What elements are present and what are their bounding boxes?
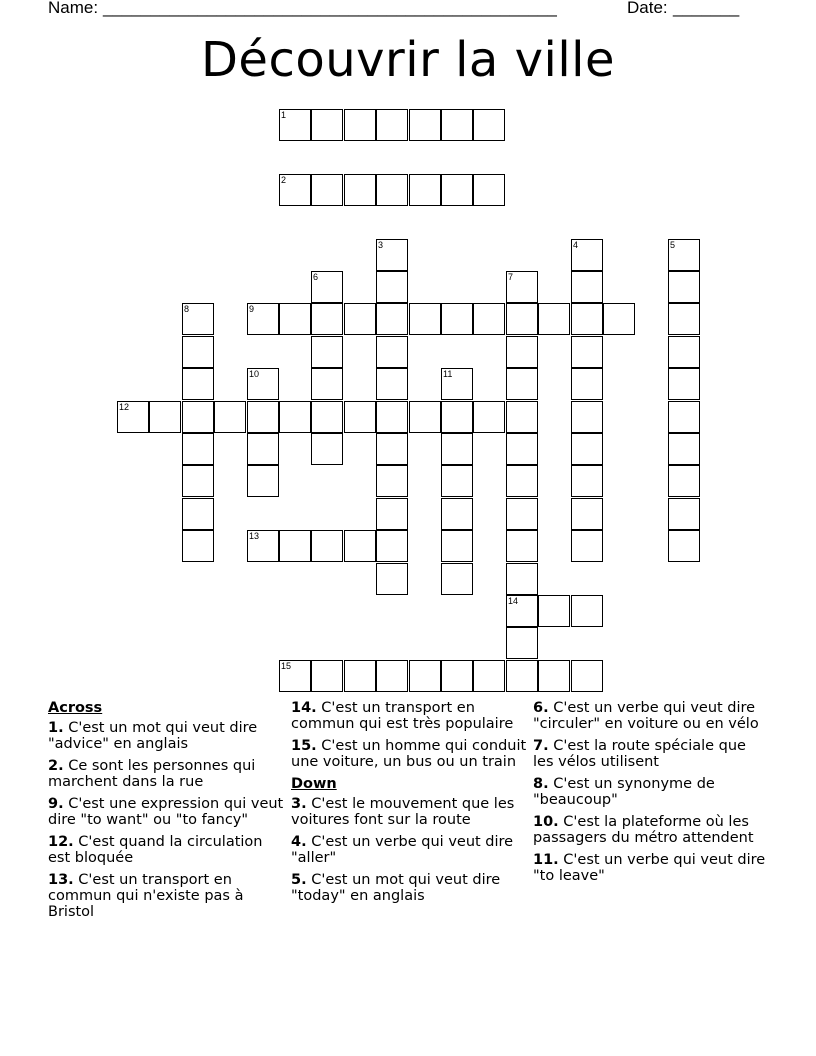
grid-cell[interactable]: [182, 433, 214, 465]
cell-number: 1: [281, 110, 287, 120]
cell-number: 3: [378, 240, 384, 250]
grid-cell[interactable]: [247, 368, 279, 400]
down-heading: Down: [291, 776, 337, 792]
grid-cell[interactable]: [376, 303, 408, 335]
grid-cell[interactable]: [344, 109, 376, 141]
grid-cell[interactable]: [182, 368, 214, 400]
grid-cell[interactable]: [409, 109, 441, 141]
grid-cell[interactable]: [344, 660, 376, 692]
grid-cell[interactable]: [441, 465, 473, 497]
grid-cell[interactable]: [441, 660, 473, 692]
grid-cell[interactable]: [376, 109, 408, 141]
grid-cell[interactable]: [344, 530, 376, 562]
grid-cell[interactable]: [149, 401, 181, 433]
grid-cell[interactable]: [182, 530, 214, 562]
grid-cell[interactable]: [473, 174, 505, 206]
clue-across-9: 9. C'est une expression qui veut dire "to want" ou "to fancy": [48, 796, 284, 828]
clue-down-8: 8. C'est un synonyme de "beaucoup": [533, 776, 715, 808]
grid-cell[interactable]: [668, 530, 700, 562]
clue-across-1: 1. C'est un mot qui veut dire "advice" en anglais: [48, 720, 258, 752]
clue-across-2: 2. Ce sont les personnes qui marchent dans la rue: [48, 758, 256, 790]
grid-cell[interactable]: [311, 530, 343, 562]
grid-cell[interactable]: [506, 595, 538, 627]
grid-cell[interactable]: [441, 563, 473, 595]
grid-cell[interactable]: [441, 498, 473, 530]
grid-cell[interactable]: [247, 465, 279, 497]
grid-cell[interactable]: [311, 433, 343, 465]
grid-cell[interactable]: [247, 530, 279, 562]
grid-cell[interactable]: [506, 498, 538, 530]
grid-cell[interactable]: [571, 433, 603, 465]
grid-cell[interactable]: [473, 303, 505, 335]
grid-cell[interactable]: [279, 303, 311, 335]
grid-cell[interactable]: [506, 401, 538, 433]
grid-cell[interactable]: [279, 660, 311, 692]
grid-cell[interactable]: [571, 465, 603, 497]
grid-cell[interactable]: [409, 174, 441, 206]
grid-cell[interactable]: [506, 530, 538, 562]
cell-number: 5: [670, 240, 676, 250]
grid-cell[interactable]: [344, 174, 376, 206]
grid-cell[interactable]: [117, 401, 149, 433]
grid-cell[interactable]: [571, 303, 603, 335]
cell-number: 12: [119, 402, 130, 412]
grid-cell[interactable]: [311, 336, 343, 368]
grid-cell[interactable]: [311, 660, 343, 692]
cell-number: 15: [281, 661, 292, 671]
grid-cell[interactable]: [506, 271, 538, 303]
clue-down-5: 5. C'est un mot qui veut dire "today" en anglais: [291, 872, 501, 904]
grid-cell[interactable]: [214, 401, 246, 433]
grid-cell[interactable]: [668, 401, 700, 433]
clues-column-1: [48, 700, 284, 926]
grid-cell[interactable]: [376, 433, 408, 465]
grid-cell[interactable]: [182, 303, 214, 335]
grid-cell[interactable]: [376, 660, 408, 692]
grid-cell[interactable]: [311, 109, 343, 141]
clues-column-2: [291, 700, 527, 910]
grid-cell[interactable]: [441, 401, 473, 433]
grid-cell[interactable]: [409, 660, 441, 692]
clue-down-10: 10. C'est la plateforme où les passagers du métro attendent: [533, 814, 754, 846]
grid-cell[interactable]: [571, 368, 603, 400]
grid-cell[interactable]: [409, 303, 441, 335]
name-blank[interactable]: ________________________________________________: [103, 0, 557, 17]
grid-cell[interactable]: [571, 595, 603, 627]
grid-cell[interactable]: [279, 401, 311, 433]
clue-down-7: 7. C'est la route spéciale que les vélos utilisent: [533, 738, 746, 770]
grid-cell[interactable]: [279, 109, 311, 141]
grid-cell[interactable]: [668, 271, 700, 303]
grid-cell[interactable]: [668, 465, 700, 497]
grid-cell[interactable]: [441, 303, 473, 335]
grid-cell[interactable]: [506, 303, 538, 335]
grid-cell[interactable]: [344, 401, 376, 433]
clues-column-3: [533, 700, 769, 890]
cell-number: 13: [249, 531, 260, 541]
grid-cell[interactable]: [182, 498, 214, 530]
clue-down-6: 6. C'est un verbe qui veut dire "circuler" en voiture ou en vélo: [533, 700, 759, 732]
grid-cell[interactable]: [473, 109, 505, 141]
grid-cell[interactable]: [311, 174, 343, 206]
cell-number: 6: [313, 272, 319, 282]
cell-number: 14: [508, 596, 519, 606]
clue-down-11: 11. C'est un verbe qui veut dire "to leave": [533, 852, 766, 884]
grid-cell[interactable]: [247, 303, 279, 335]
grid-cell[interactable]: [441, 174, 473, 206]
grid-cell[interactable]: [311, 368, 343, 400]
grid-cell[interactable]: [311, 271, 343, 303]
name-label: Name:: [48, 0, 99, 17]
clue-across-15: 15. C'est un homme qui conduit une voiture, un bus ou un train: [291, 738, 527, 770]
clue-down-4: 4. C'est un verbe qui veut dire "aller": [291, 834, 514, 866]
grid-cell[interactable]: [538, 660, 570, 692]
cell-number: 4: [573, 240, 579, 250]
grid-cell[interactable]: [409, 401, 441, 433]
grid-cell[interactable]: [538, 595, 570, 627]
page-title: Découvrir la ville: [200, 32, 616, 88]
grid-cell[interactable]: [376, 465, 408, 497]
date-blank[interactable]: _______: [673, 0, 740, 17]
grid-cell[interactable]: [376, 530, 408, 562]
grid-cell[interactable]: [571, 271, 603, 303]
grid-cell[interactable]: [441, 530, 473, 562]
cell-number: 2: [281, 175, 287, 185]
grid-cell[interactable]: [376, 336, 408, 368]
grid-cell[interactable]: [376, 174, 408, 206]
grid-cell[interactable]: [247, 401, 279, 433]
grid-cell[interactable]: [571, 498, 603, 530]
cell-number: 9: [249, 304, 255, 314]
grid-cell[interactable]: [441, 368, 473, 400]
cell-number: 10: [249, 369, 260, 379]
cell-number: 11: [443, 369, 453, 379]
grid-cell[interactable]: [376, 401, 408, 433]
grid-cell[interactable]: [473, 660, 505, 692]
grid-cell[interactable]: [473, 401, 505, 433]
grid-cell[interactable]: [668, 498, 700, 530]
grid-cell[interactable]: [279, 530, 311, 562]
grid-cell[interactable]: [376, 563, 408, 595]
grid-cell[interactable]: [506, 336, 538, 368]
clue-across-13: 13. C'est un transport en commun qui n'existe pas à Bristol: [48, 872, 244, 920]
grid-cell[interactable]: [571, 239, 603, 271]
grid-cell[interactable]: [376, 239, 408, 271]
grid-cell[interactable]: [668, 303, 700, 335]
grid-cell[interactable]: [571, 401, 603, 433]
grid-cell[interactable]: [506, 660, 538, 692]
grid-cell[interactable]: [506, 368, 538, 400]
grid-cell[interactable]: [311, 303, 343, 335]
grid-cell[interactable]: [506, 433, 538, 465]
grid-cell[interactable]: [441, 433, 473, 465]
clue-across-12: 12. C'est quand la circulation est bloquée: [48, 834, 263, 866]
cell-number: 7: [508, 272, 514, 282]
grid-cell[interactable]: [668, 336, 700, 368]
grid-cell[interactable]: [182, 401, 214, 433]
grid-cell[interactable]: [376, 271, 408, 303]
grid-cell[interactable]: [344, 303, 376, 335]
grid-cell[interactable]: [506, 627, 538, 659]
grid-cell[interactable]: [603, 303, 635, 335]
grid-cell[interactable]: [571, 660, 603, 692]
grid-cell[interactable]: [279, 174, 311, 206]
grid-cell[interactable]: [506, 563, 538, 595]
grid-cell[interactable]: [182, 336, 214, 368]
cell-number: 8: [184, 304, 190, 314]
grid-cell[interactable]: [311, 401, 343, 433]
grid-cell[interactable]: [182, 465, 214, 497]
across-heading: Across: [48, 700, 103, 716]
grid-cell[interactable]: [441, 109, 473, 141]
grid-cell[interactable]: [668, 433, 700, 465]
grid-cell[interactable]: [376, 368, 408, 400]
grid-cell[interactable]: [247, 433, 279, 465]
clue-down-3: 3. C'est le mouvement que les voitures font sur la route: [291, 796, 515, 828]
date-label: Date:: [627, 0, 668, 17]
grid-cell[interactable]: [571, 336, 603, 368]
grid-cell[interactable]: [571, 530, 603, 562]
grid-cell[interactable]: [376, 498, 408, 530]
clue-across-14: 14. C'est un transport en commun qui est très populaire: [291, 700, 514, 732]
grid-cell[interactable]: [668, 368, 700, 400]
grid-cell[interactable]: [506, 465, 538, 497]
grid-cell[interactable]: [668, 239, 700, 271]
grid-cell[interactable]: [538, 303, 570, 335]
